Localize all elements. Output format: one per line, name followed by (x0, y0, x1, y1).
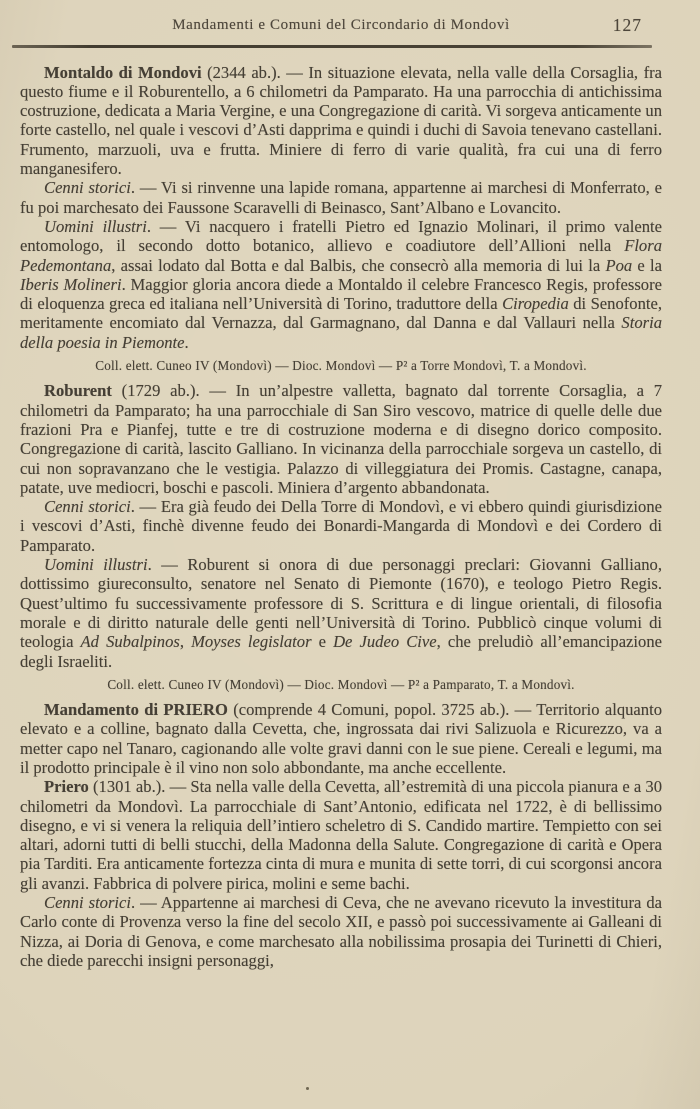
entry-roburent-text: (1729 ab.). — In un’alpestre valletta, bagnato dal torrente Corsaglia, a 7 chilometri da Pamparato; ha una parrocchiale di San Siro vescovo, matrice di quelle delle due frazioni Pra e Pianfej, tutte e tre di costruzione moderna e di disegno dorico composito. Congregazione di carità, lascito Galliano. In vicinanza della parrocchiale sorgeva un castello, di cui non sopravanzano che le vestigia. Palazzo di villeggiatura dei Promis. Castagne, canapa, patate, uve mediocri, boschi e pascoli. Miniera d’argento abbandonata. (20, 381, 662, 497)
entry-mandamento-priero-text: (comprende 4 Comuni, popol. 3725 ab.). — Territorio alquanto elevato e a colline, bagnato dalla Cevetta, che, ingrossata dai rivi Salizuola e Ricurezzo, va a metter capo nel Tanaro, cagionando alle volte gravi danni con le sue piene. Cereali e legumi, ma il prodotto principale è il vino non solo abbondante, ma anche eccellente. (20, 700, 663, 777)
running-header-title: Mandamenti e Comuni del Circondario di Mondovì (172, 17, 510, 33)
running-header (20, 17, 662, 39)
entry-priero-text: (1301 ab.). — Sta nella valle della Cevetta, all’estremità di una piccola pianura e a 30 chilometri da Mondovì. La parrocchiale di Sant’Antonio, edificata nel 1722, è di bellissimo disegno, e vi si venera la reliquia dell’intiero scheletro di S. Candido martire. Tempietto con sei altari, adorni tutti di belli stucchi, della Madonna della Salute. Congregazione di carità e Opera pia Tarditi. Era anticamente fortezza cinta di mura e munita di sette torri, di cui scorgonsi ancora gli avanzi. Fabbrica di polvere pirica, molini e seme bachi. (20, 777, 662, 893)
roburent-coll-elett (20, 675, 662, 694)
montaldo-uomini-illustri-text: . (184, 332, 189, 352)
montaldo-uomini-illustri-text: . — Vi nacquero i fratelli Pietro ed Ignazio Molinari, il primo valente entomologo, il secondo dotto botanico, allievo e coadiutore dell’Allioni nella (20, 216, 662, 256)
entry-mandamento-priero (20, 700, 662, 777)
priero-cenni-storici-text: . — Appartenne ai marchesi di Ceva, che ne avevano ricevuto la investitura da Carlo conte di Provenza verso la fine del secolo XII, e passò poi successivamente ai Galleani di Nizza, ai Doria di Genova, e come marchesato alla nobilissima prosapia dei Turinetti di Chieri, che diede parecchi insigni personaggi, (20, 893, 662, 970)
header-rule (12, 45, 652, 48)
page-number: 127 (612, 15, 642, 35)
roburent-uomini-illustri-text: De Judeo Cive (333, 632, 437, 652)
entry-montaldo-text: (2344 ab.). — In situazione elevata, nella valle della Corsaglia, fra questo fiume e il Roburentello, a 6 chilometri da Pamparato. Ha una parrocchia di antichissima costruzione, dedicata a Maria Vergine, e una Congregazione di carità. Vi sorgeva anticamente un forte castello, nel quale i vescovi d’Asti dapprima e quindi i duchi di Savoia tenevano castellani. Frumento, marzuoli, uva e frutta. Miniere di ferro di varie qualità, fra cui una di ferro manganesifero. (20, 62, 662, 179)
roburent-cenni-storici-text: . — Era già feudo dei Della Torre di Mondovì, e vi ebbero quindi giurisdizione i vescovi d’Asti, finchè divenne feudo dei Bonardi-Mangarda di Mondovì e dei Cordero di Pamparato. (20, 497, 662, 555)
montaldo-uomini-illustri-text: , assai lodato dal Botta e dal Balbis, che consecrò alla memoria di lui la (111, 255, 606, 275)
entry-montaldo (20, 63, 662, 179)
montaldo-uomini-illustri-text: Uomini illustri (44, 216, 147, 236)
ink-speck (306, 1087, 309, 1090)
roburent-cenni-storici (20, 497, 662, 555)
montaldo-uomini-illustri-text: e la (632, 255, 662, 275)
montaldo-uomini-illustri-text: di Senofonte, meritamente encomiato dal Vernazza, dal Garmagnano, dal Danna e dal Vallauri nella (20, 294, 662, 333)
roburent-uomini-illustri-text: . — Roburent si onora di due personaggi preclari: Giovanni Galliano, dottissimo giureconsulto, senatore nel Senato di Piemonte (1670), e teologo Pietro Regis. Quest’ultimo fu successivamente professore di S. Scrittura e di lingue orientali, di filosofia morale e di diritto naturale delle genti nell’Università di Torino. Pubblicò cinque volumi di teologia (20, 555, 662, 652)
roburent-uomini-illustri-text: , che preludiò all’emancipazione degli Israeliti. (20, 632, 662, 671)
montaldo-uomini-illustri-text: Storia della poesia in Piemonte (20, 313, 662, 352)
montaldo-coll-elett (20, 356, 662, 375)
roburent-coll-elett-text: Coll. elett. Cuneo IV (Mondovì) — Dioc. Mondovì — P² a Pamparato, T. a Mondovì. (107, 676, 575, 692)
entry-roburent-text: Roburent (44, 381, 112, 401)
priero-cenni-storici-text: Cenni storici (44, 893, 132, 913)
page-body (20, 63, 662, 971)
priero-cenni-storici (20, 893, 662, 970)
entry-priero (20, 777, 662, 893)
montaldo-cenni-storici-text: Cenni storici (44, 178, 131, 198)
montaldo-cenni-storici (20, 178, 662, 217)
montaldo-uomini-illustri-text: Poa (605, 255, 633, 275)
entry-mandamento-priero-text: Mandamento di PRIERO (44, 700, 228, 720)
montaldo-uomini-illustri-text: Ciropedia (502, 294, 569, 314)
roburent-uomini-illustri-text: Moyses legislator (191, 632, 312, 652)
montaldo-uomini-illustri-text: Flora Pedemontana (20, 236, 662, 275)
roburent-uomini-illustri-text: e (311, 632, 334, 652)
montaldo-cenni-storici-text: . — Vi si rinvenne una lapide romana, appartenne ai marchesi di Monferrato, e fu poi marchesato dei Faussone Scaravelli di Beinasco, Sant’Albano e Lovancito. (20, 178, 662, 217)
entry-roburent (20, 381, 662, 497)
entry-montaldo-text: Montaldo di Mondovi (44, 62, 202, 82)
roburent-uomini-illustri (20, 555, 662, 671)
montaldo-uomini-illustri-text: . Maggior gloria ancora diede a Montaldo il celebre Francesco Regis, professore di eloquenza greca ed italiana nell’Università di Torino, traduttore della (20, 274, 662, 314)
entry-priero-text: Priero (44, 777, 89, 797)
montaldo-uomini-illustri (20, 217, 662, 352)
roburent-uomini-illustri-text: Ad Subalpinos (80, 632, 180, 652)
montaldo-uomini-illustri-text: Iberis Molineri (20, 274, 122, 294)
montaldo-coll-elett-text: Coll. elett. Cuneo IV (Mondovì) — Dioc. Mondovì — P² a Torre Mondovì, T. a Mondovì. (95, 358, 587, 374)
roburent-cenni-storici-text: Cenni storici (44, 497, 131, 517)
roburent-uomini-illustri-text: , (179, 632, 192, 652)
roburent-uomini-illustri-text: Uomini illustri (44, 555, 148, 575)
